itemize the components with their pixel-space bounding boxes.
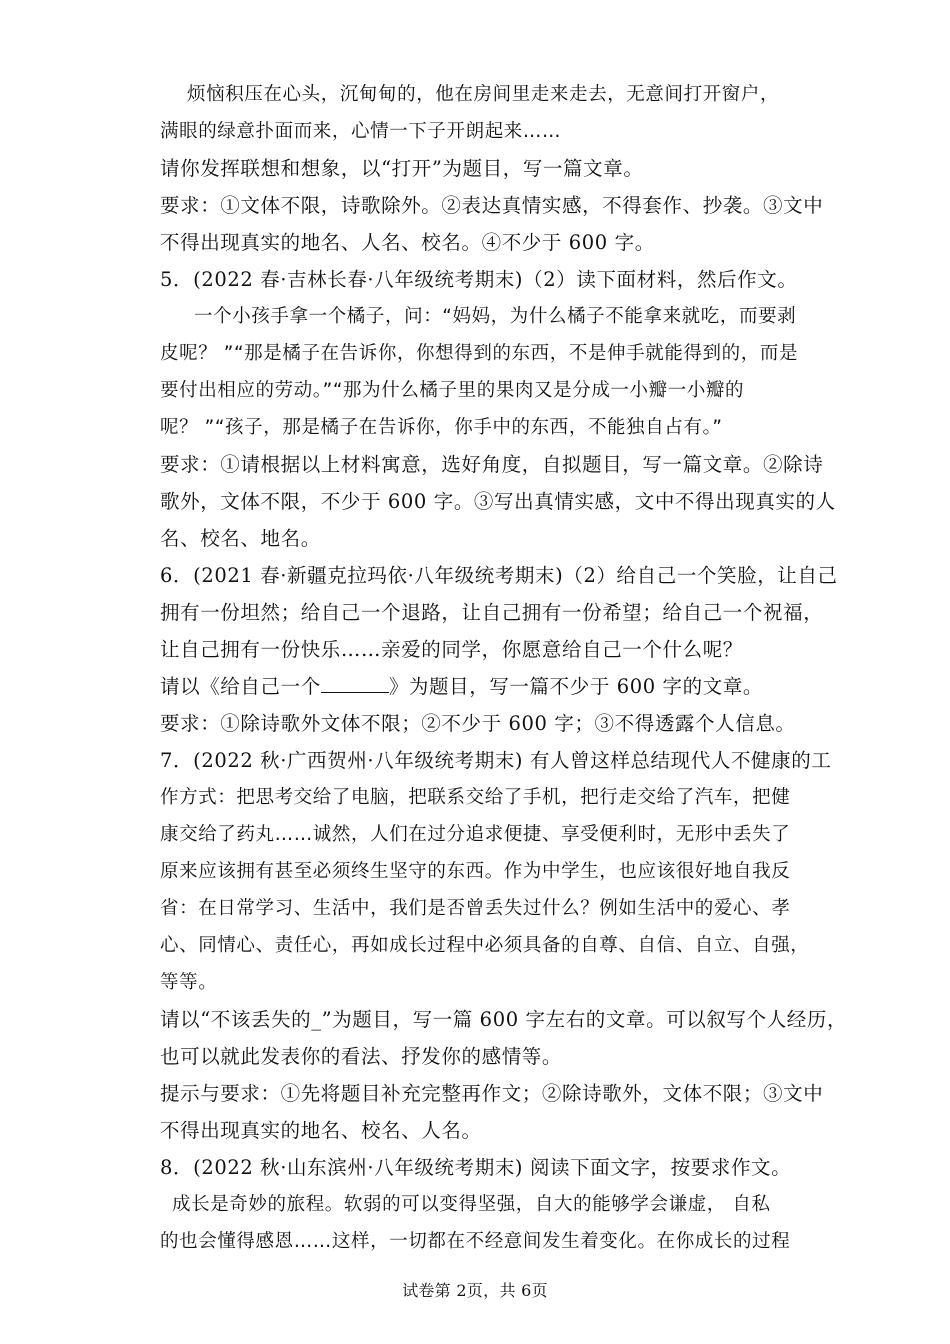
text-line: 歌外，文体不限，不少于 600 字。③写出真情实感，文中不得出现真实的人 — [160, 490, 836, 513]
fill-in-blank — [321, 674, 389, 693]
text-line: 5．(2022 春·吉林长春·八年级统考期末)（2）读下面材料，然后作文。 — [160, 268, 798, 291]
text-line: 的也会懂得感恩……这样，一切都在不经意间发生着变化。在你成长的过程 — [160, 1231, 791, 1252]
text-line: 拥有一份坦然；给自己一个退路，让自己拥有一份希望；给自己一个祝福， — [160, 601, 824, 624]
prompt-text-before: 请以《给自己一个 — [160, 675, 321, 698]
text-line: 7．(2022 秋·广西贺州·八年级统考期末) 有人曾这样总结现代人不健康的工 — [160, 749, 832, 772]
text-line: 康交给了药丸……诚然，人们在过分追求便捷、享受便利时，无形中丢失了 — [160, 824, 791, 845]
text-line: 不得出现真实的地名、校名、人名。 — [160, 1119, 482, 1142]
text-line: 让自己拥有一份快乐……亲爱的同学，你愿意给自己一个什么呢？ — [160, 638, 743, 661]
prompt-text-after: 》为题目，写一篇不少于 600 字的文章。 — [388, 675, 764, 698]
text-line: 皮呢？ ”“那是橘子在告诉你，你想得到的东西，不是伸手就能得到的，而是 — [160, 343, 799, 364]
text-line: 满眼的绿意扑面而来，心情一下子开朗起来…… — [160, 121, 562, 142]
text-line: 请你发挥联想和想象，以“打开”为题目，写一篇文章。 — [160, 157, 644, 180]
text-line: 呢？ ”“孩子，那是橘子在告诉你，你手中的东西，不能独自占有。” — [160, 417, 723, 438]
text-line: 成长是奇妙的旅程。软弱的可以变得坚强，自大的能够学会谦虚， 自私 — [172, 1194, 771, 1215]
text-line: 要求：①请根据以上材料寓意，选好角度，自拟题目，写一篇文章。②除诗 — [160, 453, 824, 476]
page-footer: 试卷第 2页，共 6页 — [402, 1281, 548, 1300]
text-line: 提示与要求：①先将题目补充完整再作文；②除诗歌外，文体不限；③文中 — [160, 1082, 824, 1105]
text-line: 等等。 — [160, 972, 218, 993]
text-line: 要求：①文体不限，诗歌除外。②表达真情实感，不得套作、抄袭。③文中 — [160, 194, 824, 217]
page-content — [160, 76, 848, 1260]
text-line: 也可以就此发表你的看法、抒发你的感情等。 — [160, 1045, 563, 1068]
text-line: 要求：①除诗歌外文体不限；②不少于 600 字；③不得透露个人信息。 — [160, 712, 796, 735]
text-line: 请以“不该丢失的_”为题目，写一篇 600 字左右的文章。可以叙写个人经历， — [160, 1008, 848, 1031]
text-line: 6．(2021 春·新疆克拉玛依·八年级统考期末)（2）给自己一个笑脸，让自己 — [160, 564, 838, 587]
text-line: 作方式：把思考交给了电脑，把联系交给了手机，把行走交给了汽车，把健 — [160, 787, 791, 808]
text-line: 烦恼积压在心头，沉甸甸的，他在房间里走来走去，无意间打开窗户， — [187, 84, 780, 105]
text-line: 省：在日常学习、生活中，我们是否曾丢失过什么？例如生活中的爱心、孝 — [160, 898, 791, 919]
text-line: 要付出相应的劳动。”“那为什么橘子里的果肉又是分成一小瓣一小瓣的 — [160, 380, 745, 401]
text-line: 8．(2022 秋·山东滨州·八年级统考期末) 阅读下面文字，按要求作文。 — [160, 1156, 792, 1179]
text-line: 不得出现真实的地名、人名、校名。④不少于 600 字。 — [160, 231, 655, 254]
text-line: 一个小孩手拿一个橘子，问：“妈妈，为什么橘子不能拿来就吃，而要剥 — [194, 306, 797, 327]
text-line — [160, 668, 800, 705]
text-line: 原来应该拥有甚至必须终生坚守的东西。作为中学生，也应该很好地自我反 — [160, 861, 791, 882]
text-line: 心、同情心、责任心，再如成长过程中必须具备的自尊、自信、自立、自强， — [160, 935, 810, 956]
text-line: 名、校名、地名。 — [160, 527, 321, 550]
